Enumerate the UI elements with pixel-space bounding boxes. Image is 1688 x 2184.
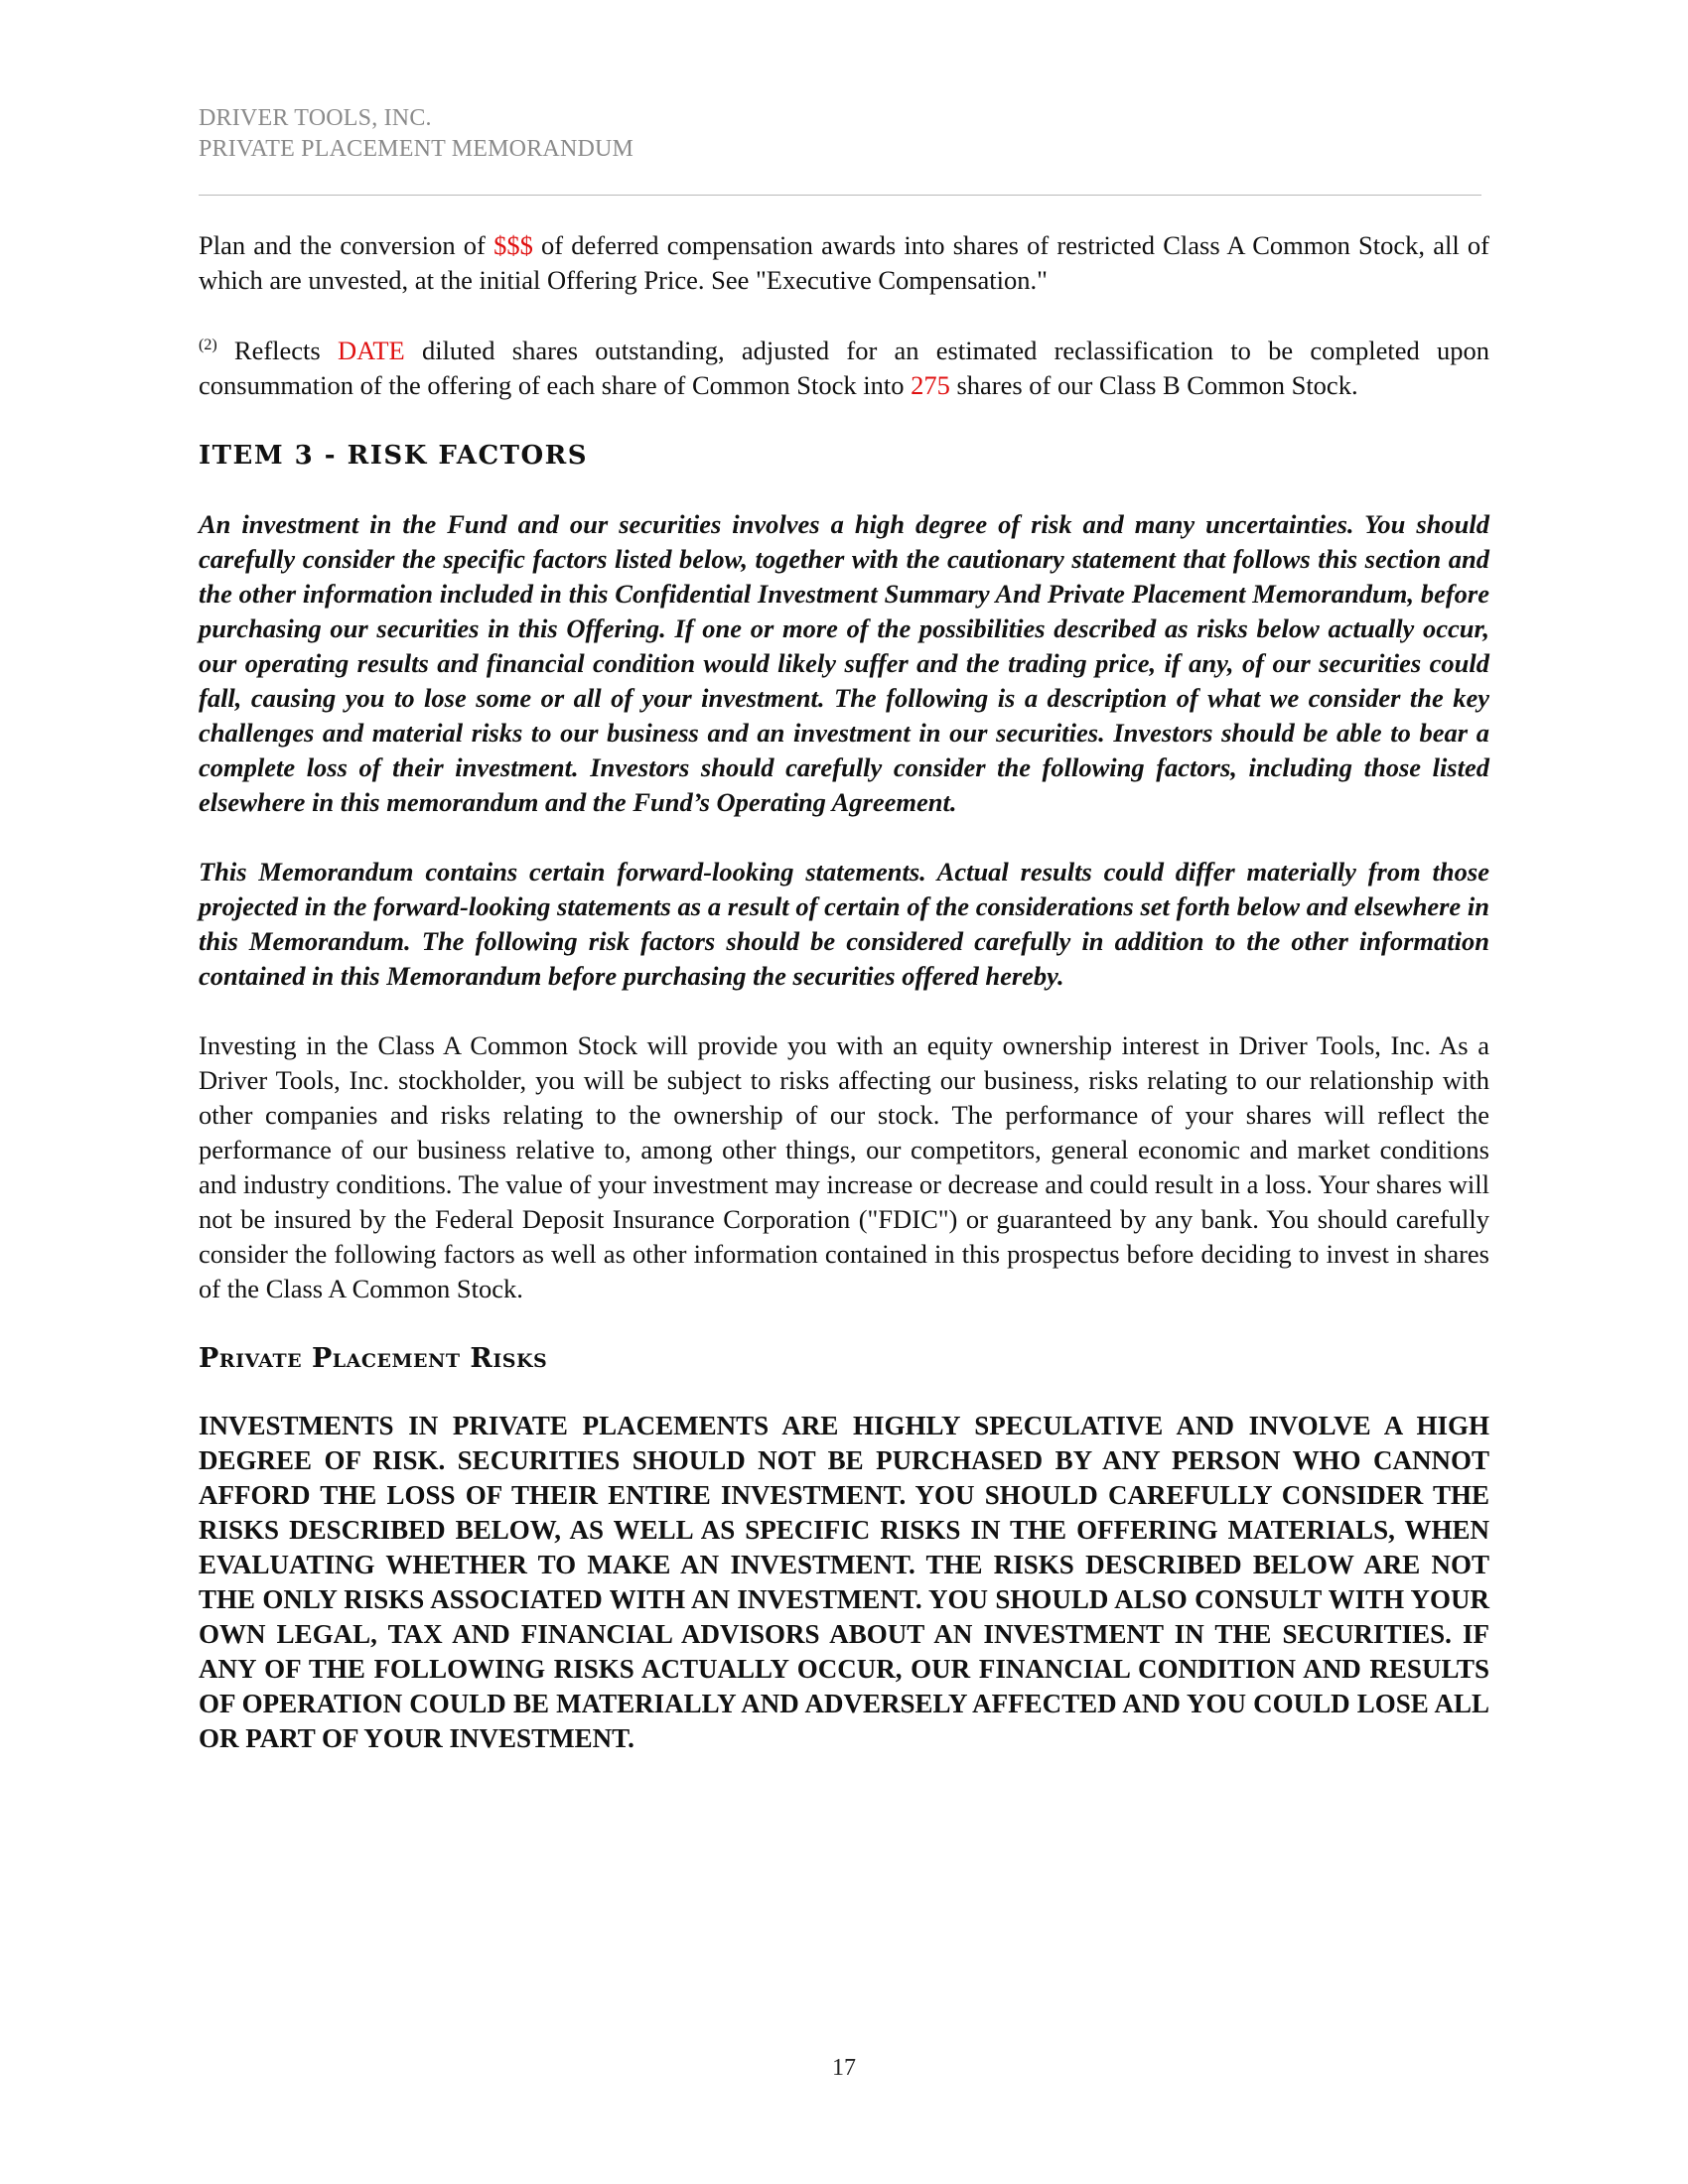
footnote-2: $^{(2)}$ Reflects DATE diluted shares outstanding, adjusted for an estimated reclassification to be completed upon consummation of the offering of each share of Common Stock into 275 shares of our Class B Common Stock.: [199, 336, 1489, 400]
risk-intro-paragraph: An investment in the Fund and our securities involves a high degree of risk and many uncertainties. You should carefully consider the specific factors listed below, together with the cautionary statement that follows this section and the other information included in this Confidential Investment Summary And Private Placement Memorandum, before purchasing our securities in this Offering. If one or more of the possibilities described as risks below actually occur, our operating results and financial condition would likely suffer and the trading price, if any, of our securities could fall, causing you to lose some or all of your investment. The following is a description of what we consider the key challenges and material risks to our business and an investment in our securities. Investors should be able to bear a complete loss of their investment. Investors should carefully consider the following factors, including those listed elsewhere in this memorandum and the Fund’s Operating Agreement.: [199, 509, 1489, 817]
footnote-marker: (2): [199, 337, 217, 354]
header-document-title: PRIVATE PLACEMENT MEMORANDUM: [199, 136, 634, 162]
investing-paragraph: Investing in the Class A Common Stock will provide you with an equity ownership interest in Driver Tools, Inc. As a Driver Tools, Inc. stockholder, you will be subject to risks affecting our business, risks relating to our relationship with other companies and risks relating to the ownership of our stock. The performance of your shares will reflect the performance of our business relative to, among other things, our competitors, general economic and market conditions and industry conditions. The value of your investment may increase or decrease and could result in a loss. Your shares will not be insured by the Federal Deposit Insurance Corporation ("FDIC") or guaranteed by any bank. You should carefully consider the following factors as well as other information contained in this prospectus before deciding to invest in shares of the Class A Common Stock.: [199, 1030, 1489, 1303]
section-heading-private-placement-risks: Private Placement Risks: [199, 1343, 548, 1374]
page-body: [199, 228, 1489, 1756]
page-number: 17: [832, 2055, 856, 2081]
placeholder-share-count: 275: [911, 370, 950, 400]
placeholder-amount: $$$: [493, 230, 533, 260]
private-placement-paragraph: INVESTMENTS IN PRIVATE PLACEMENTS ARE HIGHLY SPECULATIVE AND INVOLVE A HIGH DEGREE OF RISK. SECURITIES SHOULD NOT BE PURCHASED BY ANY PERSON WHO CANNOT AFFORD THE LOSS OF THEIR ENTIRE INVESTMENT. YOU SHOULD CAREFULLY CONSIDER THE RISKS DESCRIBED BELOW, AS WELL AS SPECIFIC RISKS IN THE OFFERING MATERIALS, WHEN EVALUATING WHETHER TO MAKE AN INVESTMENT. THE RISKS DESCRIBED BELOW ARE NOT THE ONLY RISKS ASSOCIATED WITH AN INVESTMENT. YOU SHOULD ALSO CONSULT WITH YOUR OWN LEGAL, TAX AND FINANCIAL ADVISORS ABOUT AN INVESTMENT IN THE SECURITIES. IF ANY OF THE FOLLOWING RISKS ACTUALLY OCCUR, OUR FINANCIAL CONDITION AND RESULTS OF OPERATION COULD BE MATERIALLY AND ADVERSELY AFFECTED AND YOU COULD LOSE ALL OR PART OF YOUR INVESTMENT.: [199, 1411, 1489, 1753]
running-header: [199, 103, 1489, 165]
header-divider: [199, 195, 1481, 196]
header-company-name: DRIVER TOOLS, INC.: [199, 105, 432, 131]
section-heading-item-3: ITEM 3 - RISK FACTORS: [199, 441, 589, 471]
forward-looking-paragraph: This Memorandum contains certain forward-looking statements. Actual results could differ materially from those projected in the forward-looking statements as a result of certain of the considerations set forth below and elsewhere in this Memorandum. The following risk factors should be considered carefully in addition to the other information contained in this Memorandum before purchasing the securities offered hereby.: [199, 857, 1489, 991]
placeholder-date: DATE: [337, 336, 405, 365]
continued-paragraph: Plan and the conversion of $$$ of deferred compensation awards into shares of restricted Class A Common Stock, all of which are unvested, at the initial Offering Price. See "Executive Compensation.": [199, 230, 1489, 295]
